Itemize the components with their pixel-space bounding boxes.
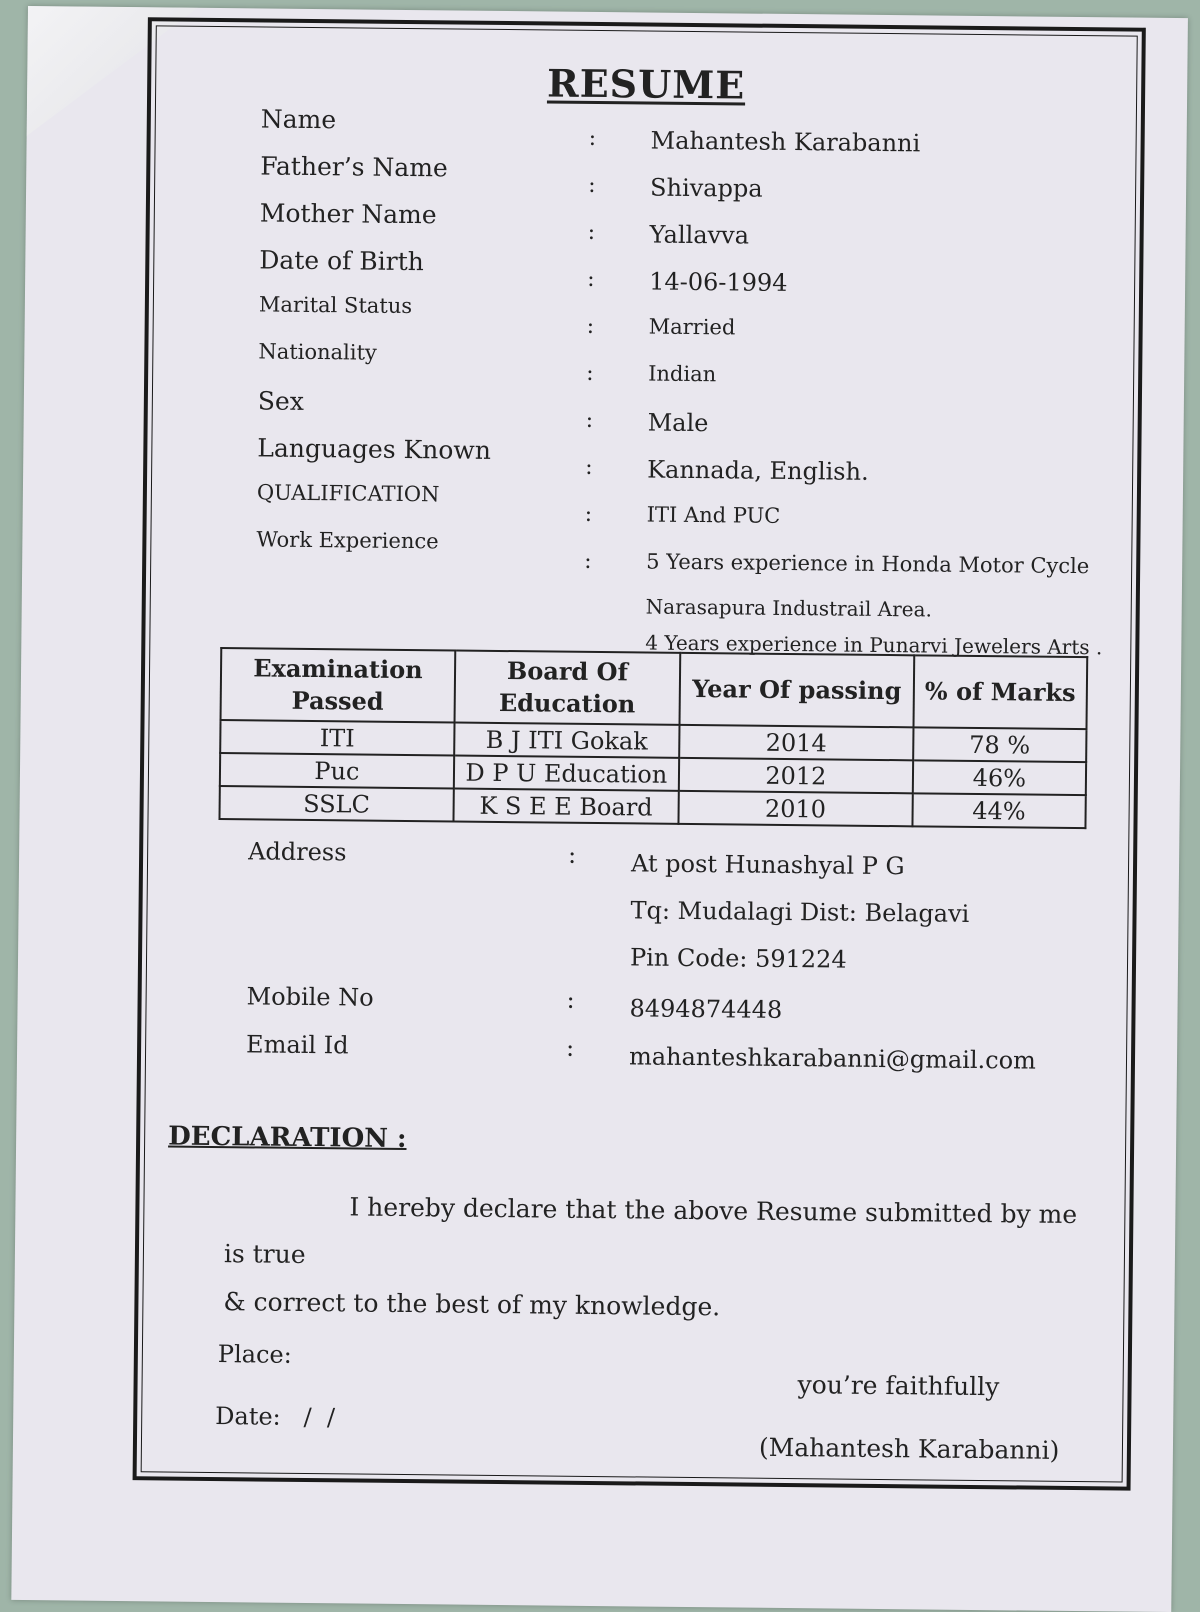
colon: : (585, 407, 594, 433)
work-experience-line: 4 Years experience in Punarvi Jewelers Arts . (645, 630, 1103, 660)
detail-label: Date of Birth (259, 245, 424, 277)
date-field (215, 1402, 335, 1431)
column-header: % of Marks (913, 655, 1087, 729)
place-label: Place: (217, 1340, 292, 1369)
colon: : (588, 125, 597, 151)
personal-details (256, 104, 1121, 583)
address-line: Pin Code: 591224 (629, 943, 847, 974)
detail-row-work (256, 527, 1116, 583)
education-table (218, 647, 1088, 829)
table-cell: ITI (220, 720, 454, 755)
date-value: / / (288, 1402, 336, 1432)
work-experience-line: Narasapura Industrail Area. (645, 594, 933, 622)
table-cell: Puc (220, 753, 454, 788)
detail-value: 14-06-1994 (649, 267, 788, 297)
address-label: Address (248, 837, 347, 867)
table-cell: 46% (913, 760, 1087, 795)
detail-label: Mother Name (259, 198, 437, 230)
table-cell: 2010 (678, 791, 912, 826)
column-header: Board Of Education (454, 651, 680, 725)
table-cell: D P U Education (454, 756, 679, 791)
table-cell: 78 % (913, 727, 1087, 762)
declaration-text (223, 1182, 1104, 1335)
detail-label: Name (260, 104, 337, 135)
colon: : (584, 501, 593, 527)
table-cell: SSLC (219, 786, 453, 821)
address-block (247, 837, 1128, 986)
detail-value: Shivappa (649, 173, 763, 203)
address-line: Tq: Mudalagi Dist: Belagavi (630, 896, 970, 928)
colon: : (565, 1033, 575, 1062)
email-row (246, 1030, 1126, 1079)
colon: : (588, 172, 596, 198)
colon: : (586, 360, 594, 386)
date-label: Date: (215, 1402, 281, 1431)
table-cell: 2014 (679, 725, 913, 760)
detail-value: Male (647, 408, 709, 438)
detail-value: 5 Years experience in Honda Motor Cycle (646, 549, 1090, 579)
colon: : (567, 840, 577, 869)
detail-label: Nationality (258, 339, 377, 365)
colon: : (587, 266, 595, 292)
detail-value: Married (648, 314, 736, 340)
column-header: Examination Passed (221, 648, 456, 722)
signature-name: (Mahantesh Karabanni) (758, 1432, 1060, 1465)
resume-title: RESUME (546, 60, 746, 108)
detail-label: Languages Known (257, 433, 492, 465)
table-cell: 44% (912, 793, 1086, 828)
resume-sheet (11, 6, 1188, 1612)
detail-value: Kannada, English. (647, 455, 869, 486)
table-cell: 2012 (679, 758, 913, 793)
mobile-label: Mobile No (246, 982, 374, 1012)
detail-label: QUALIFICATION (256, 480, 440, 507)
page-border (133, 17, 1146, 1490)
colon: : (586, 313, 595, 339)
declaration-heading: DECLARATION : (168, 1121, 407, 1155)
mobile-row (246, 982, 1126, 1031)
detail-label: Sex (257, 386, 305, 416)
detail-value: ITI And PUC (646, 502, 781, 528)
email-label: Email Id (245, 1030, 349, 1060)
table-cell: B J ITI Gokak (454, 723, 679, 758)
detail-label: Father’s Name (260, 151, 448, 183)
column-header: Year Of passing (679, 653, 914, 727)
table-header-row (221, 648, 1088, 729)
email-address: mahanteshkarabanni@gmail.com (628, 1042, 1037, 1075)
detail-label: Marital Status (258, 292, 413, 319)
colon: : (585, 454, 593, 480)
closing-text: you’re faithfully (797, 1370, 1000, 1402)
declaration-line: & correct to the best of my knowledge. (223, 1287, 721, 1322)
colon: : (566, 985, 575, 1014)
declaration-line: I hereby declare that the above Resume submitted by me is true (223, 1192, 1078, 1269)
colon: : (584, 548, 592, 574)
detail-value: Indian (648, 361, 717, 387)
detail-value: Mahantesh Karabanni (650, 126, 921, 158)
mobile-number: 8494874448 (629, 994, 783, 1024)
detail-label: Work Experience (256, 527, 439, 554)
address-line: At post Hunashyal P G (630, 849, 905, 881)
table-cell: K S E E Board (453, 789, 678, 824)
detail-value: Yallavva (649, 220, 750, 250)
colon: : (587, 219, 596, 245)
